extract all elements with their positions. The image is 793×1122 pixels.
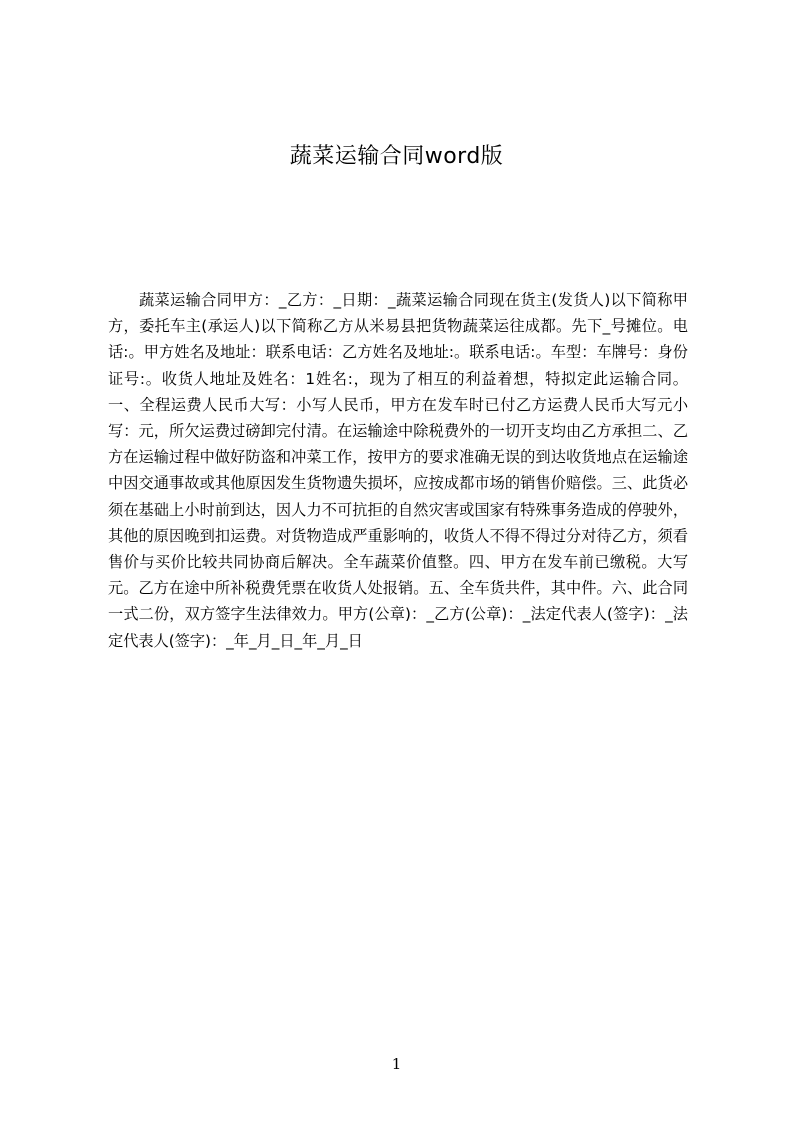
document-body: 蔬菜运输合同甲方：_乙方：_日期：_蔬菜运输合同现在货主(发货人)以下简称甲方，委托车主(承运人)以下简称乙方从米易县把货物蔬菜运往成都。先下_号摊位。电话:。甲方姓名及地址：联系电话：乙方姓名及地址:。联系电话:。车型：车牌号：身份证号:。收货人地址及姓名：1姓名:，现为了相互的利益着想，特拟定此运输合同。一、全程运费人民币大写：小写人民币，甲方在发车时已付乙方运费人民币大写元小写：元，所欠运费过磅卸完付清。在运输途中除税费外的一切开支均由乙方承担二、乙方在运输过程中做好防盗和冲菜工作，按甲方的要求准确无误的到达收货地点在运输途中因交通事故或其他原因发生货物遗失损坏，应按成都市场的销售价赔偿。三、此货必须在基础上小时前到达，因人力不可抗拒的自然灾害或国家有特殊事务造成的停驶外，其他的原因晚到扣运费。对货物造成严重影响的，收货人不得不得过分对待乙方，须看售价与买价比较共同协商后解决。全车蔬菜价值整。四、甲方在发车前已缴税。大写元。乙方在途中所补税费凭票在收货人处报销。五、全车货共件，其中件。六、此合同一式二份，双方签字生法律效力。甲方(公章)：_乙方(公章)：_法定代表人(签字)：_法定代表人(签字)：_年_月_日_年_月_日 — [108, 291, 688, 650]
document-title: 蔬菜运输合同word版 — [289, 144, 504, 169]
page-number: 1 — [391, 1055, 402, 1073]
